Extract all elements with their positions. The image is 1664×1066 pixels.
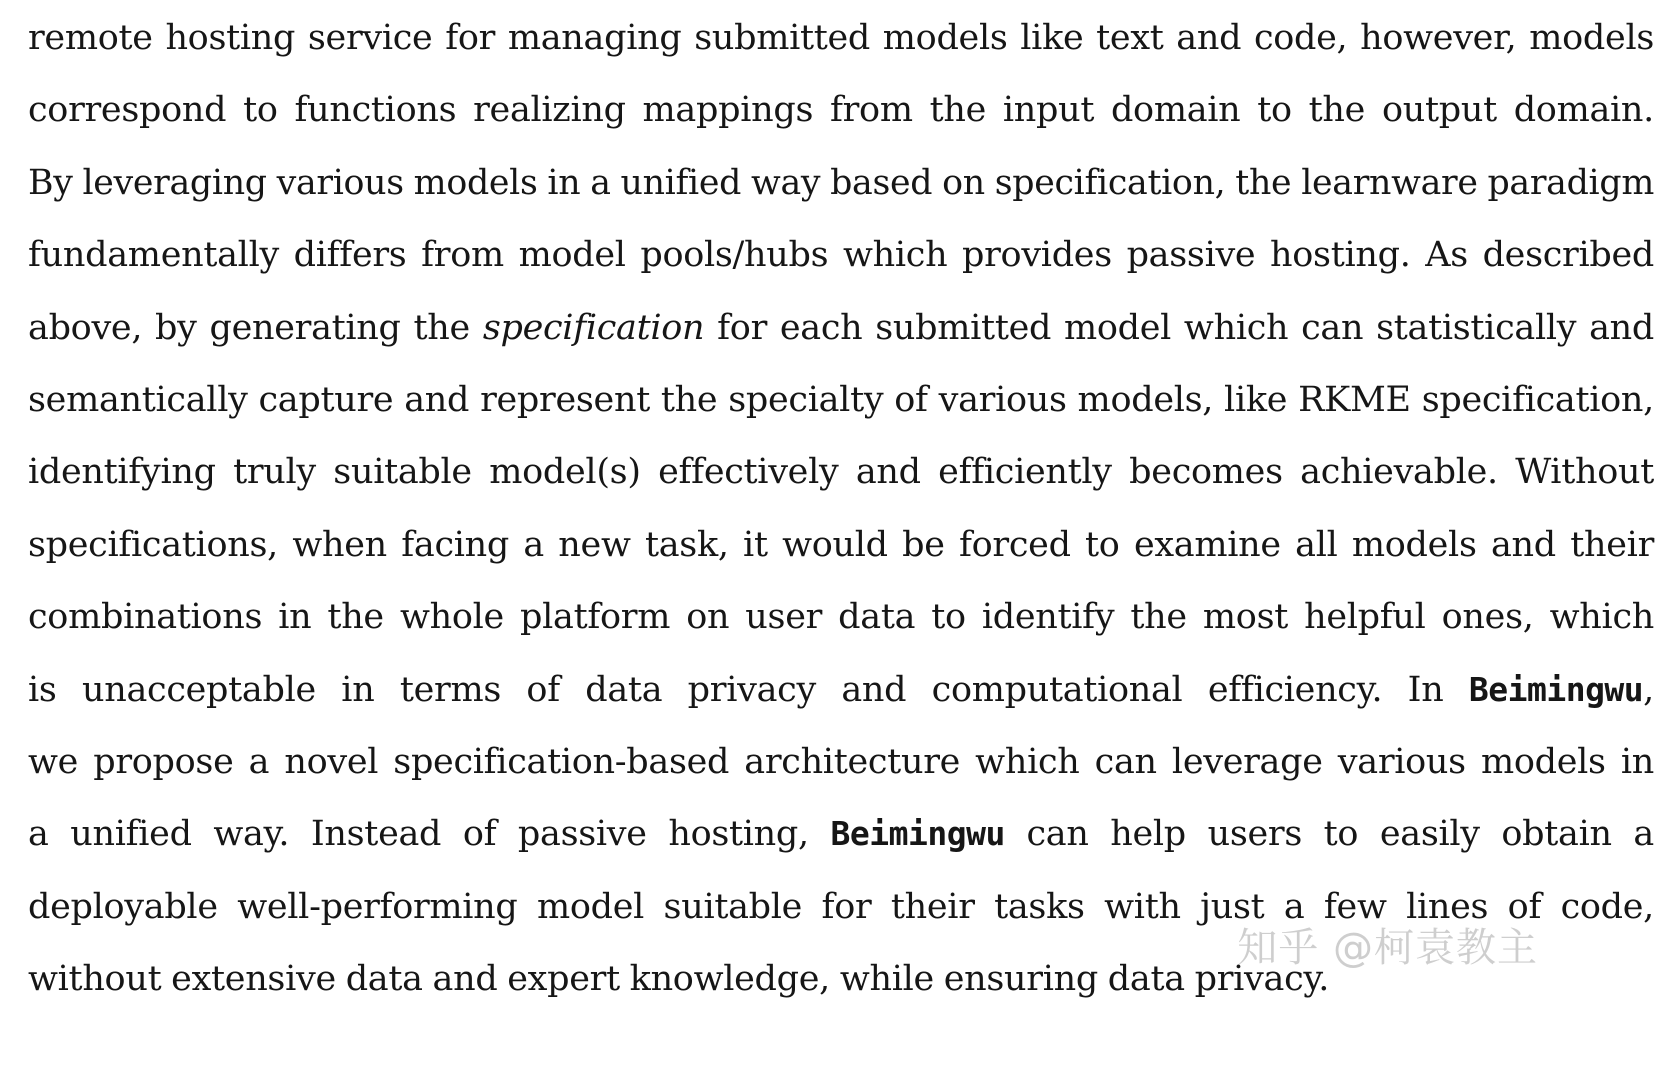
text-segment: for each submitted model which can statistically and xyxy=(704,307,1654,348)
text-segment: a unified way. Instead of passive hosting, xyxy=(28,814,831,855)
text-line-8: specifications, when facing a new task, it would be forced to examine all models and their xyxy=(28,524,1654,565)
text-line-7: identifying truly suitable model(s) effectively and efficiently becomes achievable. Without xyxy=(28,452,1654,493)
text-line-11: we propose a novel specification-based architecture which can leverage various models in xyxy=(28,741,1654,782)
text-line-5 xyxy=(28,298,1654,370)
text-line-1: remote hosting service for managing submitted models like text and code, however, models xyxy=(28,18,1654,58)
text-line-4: fundamentally differs from model pools/hubs which provides passive hosting. As described xyxy=(28,235,1654,276)
text-line-6: semantically capture and represent the specialty of various models, like RKME specification, xyxy=(28,379,1654,420)
system-name: Beimingwu xyxy=(1468,669,1644,709)
text-line-9: combinations in the whole platform on user data to identify the most helpful ones, which xyxy=(28,597,1654,638)
system-name: Beimingwu xyxy=(830,814,1005,854)
text-segment: is unacceptable in terms of data privacy and computational efficiency. In xyxy=(28,669,1469,710)
text-line-10 xyxy=(28,660,1654,732)
text-line-3: By leveraging various models in a unified way based on specification, the learnware paradigm xyxy=(28,162,1654,203)
text-segment: , xyxy=(1643,669,1654,710)
text-line-12 xyxy=(28,804,1654,876)
zhihu-watermark: 知乎 @柯袁教主 xyxy=(1237,925,1538,971)
body-paragraph xyxy=(28,8,1654,1021)
text-segment: can help users to easily obtain a xyxy=(1004,814,1654,855)
text-line-2: correspond to functions realizing mappings from the input domain to the output domain. xyxy=(28,90,1654,131)
text-segment: above, by generating the xyxy=(28,307,483,348)
text-line-13: deployable well-performing model suitable for their tasks with just a few lines of code, xyxy=(28,886,1654,927)
text-line-14: without extensive data and expert knowledge, while ensuring data privacy. xyxy=(28,959,1330,1000)
emphasized-term: specification xyxy=(482,307,705,348)
